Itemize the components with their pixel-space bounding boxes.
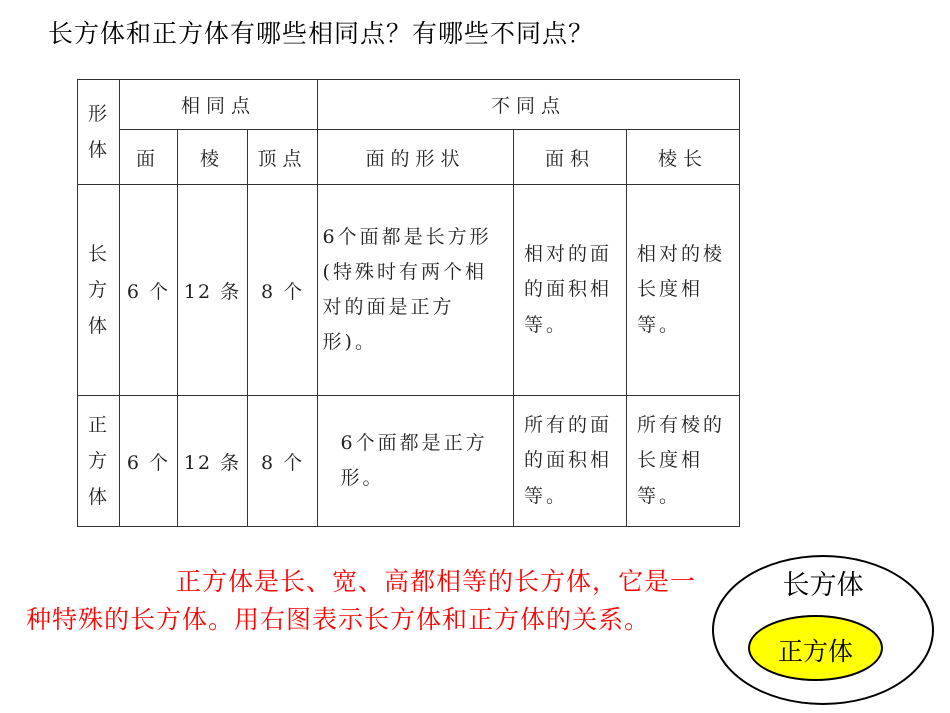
subheader-face-shape: 面的形状: [318, 130, 514, 185]
faces-count: 6 个: [126, 451, 171, 474]
subheader-faces: 面: [120, 130, 178, 185]
vertices-count: 8 个: [260, 280, 305, 303]
row-shape-label: 正方体: [88, 413, 110, 509]
table-row-cuboid: [78, 185, 740, 396]
venn-diagram: [710, 553, 940, 711]
corner-label: 形体: [88, 102, 110, 161]
edge-length-text: 相对的棱长度相等。: [637, 243, 726, 336]
edges-count: 12 条: [183, 280, 242, 303]
area-text: 所有的面的面积相等。: [524, 414, 613, 507]
subheader-vertices: 顶点: [248, 130, 318, 185]
vertices-count: 8 个: [260, 451, 305, 474]
cuboid-label: 长方体: [782, 570, 864, 601]
edge-length-text: 所有棱的长度相等。: [637, 414, 726, 507]
subheader-area: 面积: [514, 130, 627, 185]
row-shape-cell: [78, 396, 120, 527]
row-shape-label: 长方体: [88, 242, 110, 338]
face-shape-cell: [318, 396, 514, 527]
faces-count: 6 个: [126, 280, 171, 303]
edge-length-cell: [627, 185, 740, 396]
table-header-row: [78, 80, 740, 130]
row-shape-cell: [78, 185, 120, 396]
area-cell: [514, 185, 627, 396]
edges-cell: [178, 185, 248, 396]
face-shape-text: 6个面都是长方形(特殊时有两个相对的面是正方形)。: [322, 225, 492, 354]
explanation-text: 正方体是长、宽、高都相等的长方体，它是一种特殊的长方体。用右图表示长方体和正方体的关系。: [26, 567, 697, 634]
faces-cell: [120, 185, 178, 396]
comparison-table: [77, 79, 740, 527]
table-subheader-row: [78, 130, 740, 185]
edges-count: 12 条: [183, 451, 242, 474]
cube-label: 正方体: [777, 637, 853, 666]
subheader-edges: 棱: [178, 130, 248, 185]
area-text: 相对的面的面积相等。: [524, 243, 613, 336]
vertices-cell: [248, 185, 318, 396]
subheader-edge-length: 棱长: [627, 130, 740, 185]
area-cell: [514, 396, 627, 527]
faces-cell: [120, 396, 178, 527]
question-heading: 长方体和正方体有哪些相同点？有哪些不同点？: [48, 19, 595, 48]
face-shape-cell: [318, 185, 514, 396]
vertices-cell: [248, 396, 318, 527]
corner-header-cell: [78, 80, 120, 185]
face-shape-text: 6个面都是正方形。: [340, 431, 488, 489]
same-points-header: 相同点: [120, 80, 318, 130]
table-row-cube: [78, 396, 740, 527]
differences-header: 不同点: [318, 80, 740, 130]
edges-cell: [178, 396, 248, 527]
edge-length-cell: [627, 396, 740, 527]
